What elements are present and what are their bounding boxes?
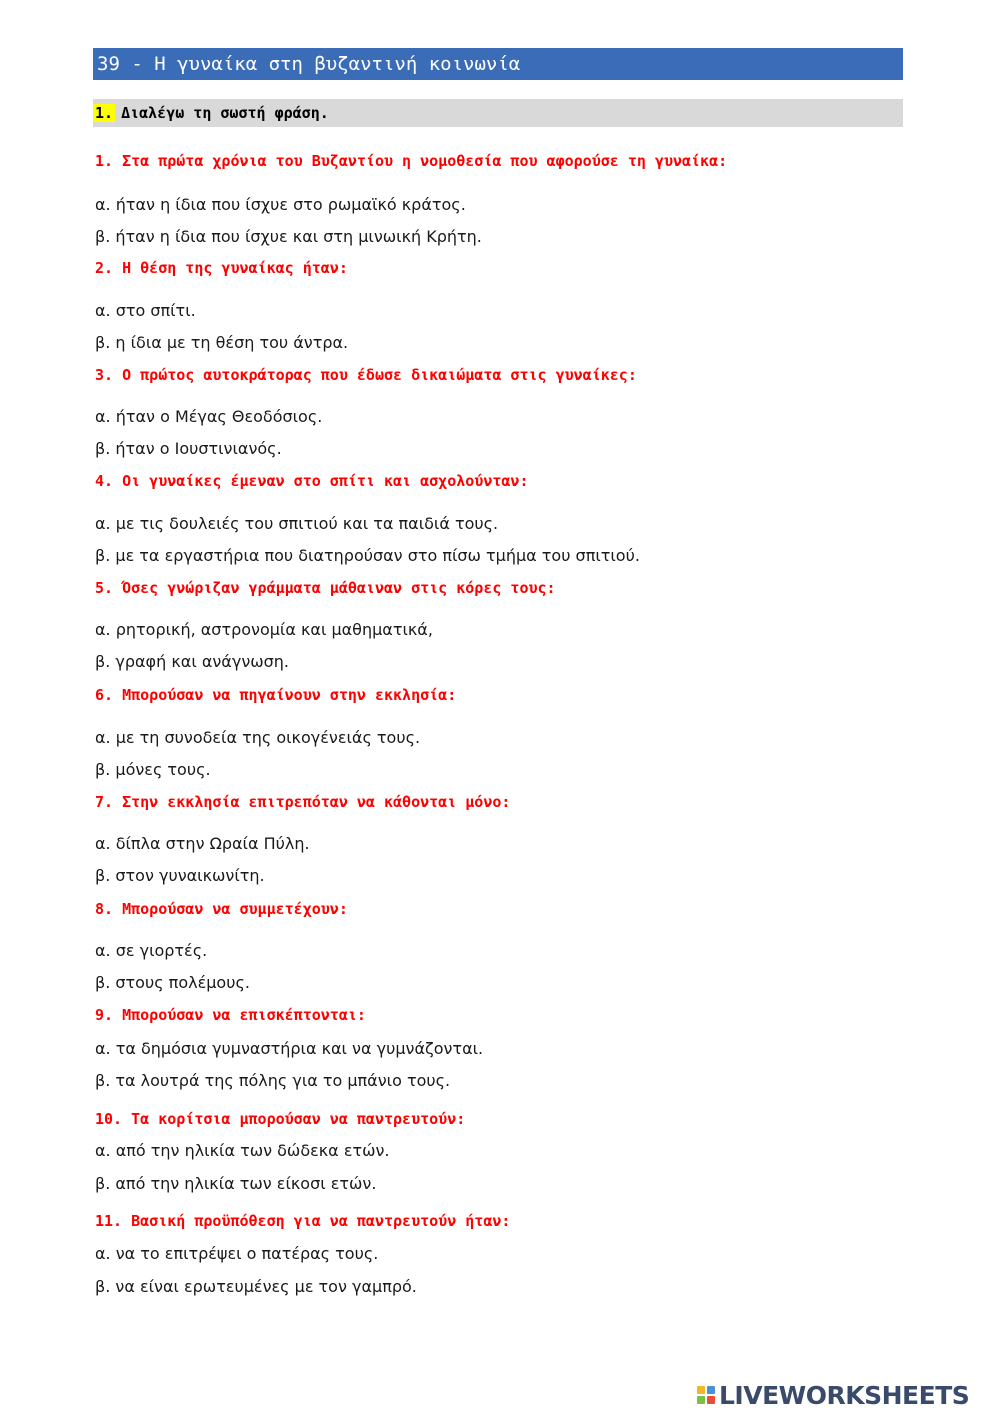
- question-4-option-a[interactable]: α. με τις δουλειές του σπιτιού και τα παιδιά τους.: [95, 514, 499, 533]
- page-title: 39 - Η γυναίκα στη βυζαντινή κοινωνία: [93, 48, 903, 80]
- logo-square-2: [707, 1386, 715, 1394]
- question-1-option-a[interactable]: α. ήταν η ίδια που ίσχυε στο ρωμαϊκό κράτος.: [95, 195, 466, 214]
- instruction-bar: [93, 99, 903, 127]
- instruction-number: 1.: [95, 104, 114, 122]
- question-11-option-a[interactable]: α. να το επιτρέψει ο πατέρας τους.: [95, 1244, 379, 1263]
- question-7-option-b[interactable]: β. στον γυναικωνίτη.: [95, 866, 265, 885]
- question-6-option-b[interactable]: β. μόνες τους.: [95, 760, 211, 779]
- question-4: 4. Οι γυναίκες έμεναν στο σπίτι και ασχολούνταν:: [95, 472, 529, 490]
- question-2-option-b[interactable]: β. η ίδια με τη θέση του άντρα.: [95, 333, 349, 352]
- logo-square-4: [707, 1396, 715, 1404]
- question-2: 2. Η θέση της γυναίκας ήταν:: [95, 259, 348, 277]
- question-4-option-b[interactable]: β. με τα εργαστήρια που διατηρούσαν στο πίσω τμήμα του σπιτιού.: [95, 546, 640, 565]
- logo-square-1: [697, 1386, 705, 1394]
- question-11-option-b[interactable]: β. να είναι ερωτευμένες με τον γαμπρό.: [95, 1277, 417, 1296]
- question-3: 3. Ο πρώτος αυτοκράτορας που έδωσε δικαιώματα στις γυναίκες:: [95, 366, 637, 384]
- question-5-option-b[interactable]: β. γραφή και ανάγνωση.: [95, 652, 290, 671]
- question-5: 5. Όσες γνώριζαν γράμματα μάθαιναν στις κόρες τους:: [95, 579, 556, 597]
- liveworksheets-wordmark: LIVEWORKSHEETS: [719, 1380, 970, 1410]
- question-10-option-b[interactable]: β. από την ηλικία των είκοσι ετών.: [95, 1174, 377, 1193]
- question-3-option-a[interactable]: α. ήταν ο Μέγας Θεοδόσιος.: [95, 407, 323, 426]
- question-8: 8. Μπορούσαν να συμμετέχουν:: [95, 900, 348, 918]
- liveworksheets-logo[interactable]: [697, 1380, 969, 1410]
- question-6-option-a[interactable]: α. με τη συνοδεία της οικογένειάς τους.: [95, 728, 421, 747]
- question-3-option-b[interactable]: β. ήταν ο Ιουστινιανός.: [95, 439, 282, 458]
- question-8-option-a[interactable]: α. σε γιορτές.: [95, 941, 208, 960]
- question-7: 7. Στην εκκλησία επιτρεπόταν να κάθονται μόνο:: [95, 793, 511, 811]
- question-5-option-a[interactable]: α. ρητορική, αστρονομία και μαθηματικά,: [95, 620, 433, 639]
- question-10-option-a[interactable]: α. από την ηλικία των δώδεκα ετών.: [95, 1141, 390, 1160]
- question-10: 10. Τα κορίτσια μπορούσαν να παντρευτούν:: [95, 1110, 466, 1128]
- instruction-text: Διαλέγω τη σωστή φράση.: [121, 104, 329, 122]
- question-9-option-b[interactable]: β. τα λουτρά της πόλης για το μπάνιο τους.: [95, 1071, 451, 1090]
- question-2-option-a[interactable]: α. στο σπίτι.: [95, 301, 196, 320]
- liveworksheets-icon: [697, 1386, 715, 1404]
- question-9: 9. Μπορούσαν να επισκέπτονται:: [95, 1006, 366, 1024]
- question-6: 6. Μπορούσαν να πηγαίνουν στην εκκλησία:: [95, 686, 457, 704]
- question-1-option-b[interactable]: β. ήταν η ίδια που ίσχυε και στη μινωική Κρήτη.: [95, 227, 482, 246]
- question-11: 11. Βασική προϋπόθεση για να παντρευτούν ήταν:: [95, 1212, 511, 1230]
- question-8-option-b[interactable]: β. στους πολέμους.: [95, 973, 250, 992]
- logo-square-3: [697, 1396, 705, 1404]
- question-1: 1. Στα πρώτα χρόνια του Βυζαντίου η νομοθεσία που αφορούσε τη γυναίκα:: [95, 152, 728, 170]
- question-7-option-a[interactable]: α. δίπλα στην Ωραία Πύλη.: [95, 834, 310, 853]
- question-9-option-a[interactable]: α. τα δημόσια γυμναστήρια και να γυμνάζονται.: [95, 1039, 484, 1058]
